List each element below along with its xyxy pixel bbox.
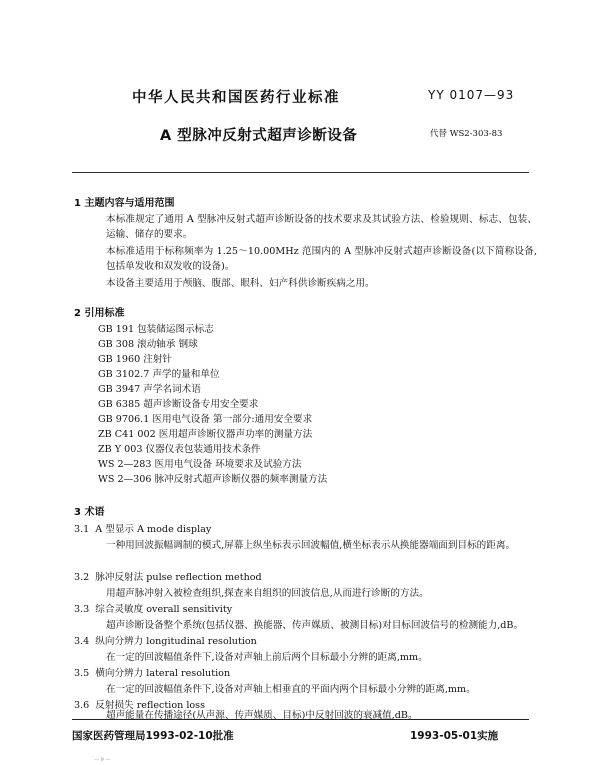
reference-list <box>98 322 327 487</box>
effective-date: 1993-05-01实施 <box>410 730 499 742</box>
reference-item: GB 308 滚动轴承 钢球 <box>98 339 198 350</box>
definition-text: 一种用回波振幅调制的模式,屏幕上纵坐标表示回波幅值,横坐标表示从换能器端面到目标的距离。 <box>106 540 516 551</box>
paragraph-text: 本标准规定了通用 A 型脉冲反射式超声诊断设备的技术要求及其试验方法、检验规则、标志、包装、运输、储存的要求。 <box>106 214 537 240</box>
term-number: 3.6 <box>74 700 90 711</box>
term-3-3-definition <box>86 618 537 633</box>
term-3-1-definition <box>86 538 537 553</box>
standard-title: 中华人民共和国医药行业标准 <box>132 90 340 106</box>
term-3-2-title <box>74 570 262 585</box>
section-2-heading: 2 引用标准 <box>74 308 125 319</box>
definition-text: 在一定的回波幅值条件下,设备对声轴上相垂直的平面内两个目标最小分辨的距离,mm。 <box>106 684 476 695</box>
header-divider <box>72 172 529 173</box>
section-1-heading: 1 主题内容与适用范围 <box>74 198 175 209</box>
paragraph-text: 本设备主要适用于颅脑、腹部、眼科、妇产科供诊断疾病之用。 <box>106 278 375 289</box>
term-3-1-title <box>74 522 211 537</box>
approval-line: 国家医药管理局1993-02-10批准 <box>72 730 234 742</box>
term-3-4-definition <box>86 650 537 665</box>
term-number: 3.4 <box>74 636 90 647</box>
term-title: 脉冲反射法 pulse reflection method <box>95 572 262 583</box>
document-title: A 型脉冲反射式超声诊断设备 <box>160 128 358 144</box>
term-title: 纵向分辨力 longitudinal resolution <box>95 636 257 647</box>
reference-item: GB 3102.7 声学的量和单位 <box>98 369 220 380</box>
reference-item: GB 6385 超声诊断设备专用安全要求 <box>98 399 259 410</box>
term-number: 3.3 <box>74 604 90 615</box>
term-title: 综合灵敏度 overall sensitivity <box>95 604 233 615</box>
section-1-paragraph-2 <box>86 244 537 274</box>
reference-item: GB 3947 声学名词术语 <box>98 384 201 395</box>
term-3-4-title <box>74 634 257 649</box>
definition-text: 用超声脉冲射入被检查组织,探查来自组织的回波信息,从而进行诊断的方法。 <box>106 588 429 599</box>
reference-item: ZB Y 003 仪器仪表包装通用技术条件 <box>98 444 261 455</box>
reference-item: WS 2—283 医用电气设备 环境要求及试验方法 <box>98 459 302 470</box>
reference-item: GB 9706.1 医用电气设备 第一部分:通用安全要求 <box>98 414 313 425</box>
paragraph-text: 本标准适用于标称频率为 1.25～10.00MHz 范围内的 A 型脉冲反射式超声诊断设备(以下简称设备,包括单发收和双发收的设备)。 <box>106 246 537 272</box>
page-mark: — 9 — <box>94 757 111 763</box>
reference-item: WS 2—306 脉冲反射式超声诊断仪器的频率测量方法 <box>98 474 328 485</box>
term-3-6-definition <box>86 708 537 723</box>
term-3-5-title <box>74 666 230 681</box>
definition-text: 超声能量在传播途径(从声源、传声媒质、目标)中反射回波的衰减值,dB。 <box>106 710 418 721</box>
term-3-5-definition <box>86 682 537 697</box>
term-title: A 型显示 A mode display <box>95 524 212 535</box>
term-title: 反射损失 reflection loss <box>95 700 206 711</box>
reference-item: GB 191 包装储运图示标志 <box>98 324 214 335</box>
replaces-note: 代替 WS2-303-83 <box>430 129 503 139</box>
footer-divider <box>72 719 529 720</box>
term-number: 3.1 <box>74 524 90 535</box>
term-title: 横向分辨力 lateral resolution <box>95 668 231 679</box>
term-number: 3.5 <box>74 668 90 679</box>
section-1-paragraph-1 <box>86 212 537 242</box>
section-3-heading: 3 术语 <box>74 507 105 518</box>
section-1-paragraph-3 <box>86 276 537 291</box>
standard-number: YY 0107—93 <box>428 88 515 102</box>
term-3-3-title <box>74 602 232 617</box>
term-3-2-definition <box>86 586 537 601</box>
term-number: 3.2 <box>74 572 90 583</box>
definition-text: 在一定的回波幅值条件下,设备对声轴上前后两个目标最小分辨的距离,mm。 <box>106 652 428 663</box>
reference-item: GB 1960 注射针 <box>98 354 173 365</box>
reference-item: ZB C41 002 医用超声诊断仪器声功率的测量方法 <box>98 429 313 440</box>
definition-text: 超声诊断设备整个系统(包括仪器、换能器、传声媒质、被测目标)对目标回波信号的检测能力,dB。 <box>106 620 524 631</box>
